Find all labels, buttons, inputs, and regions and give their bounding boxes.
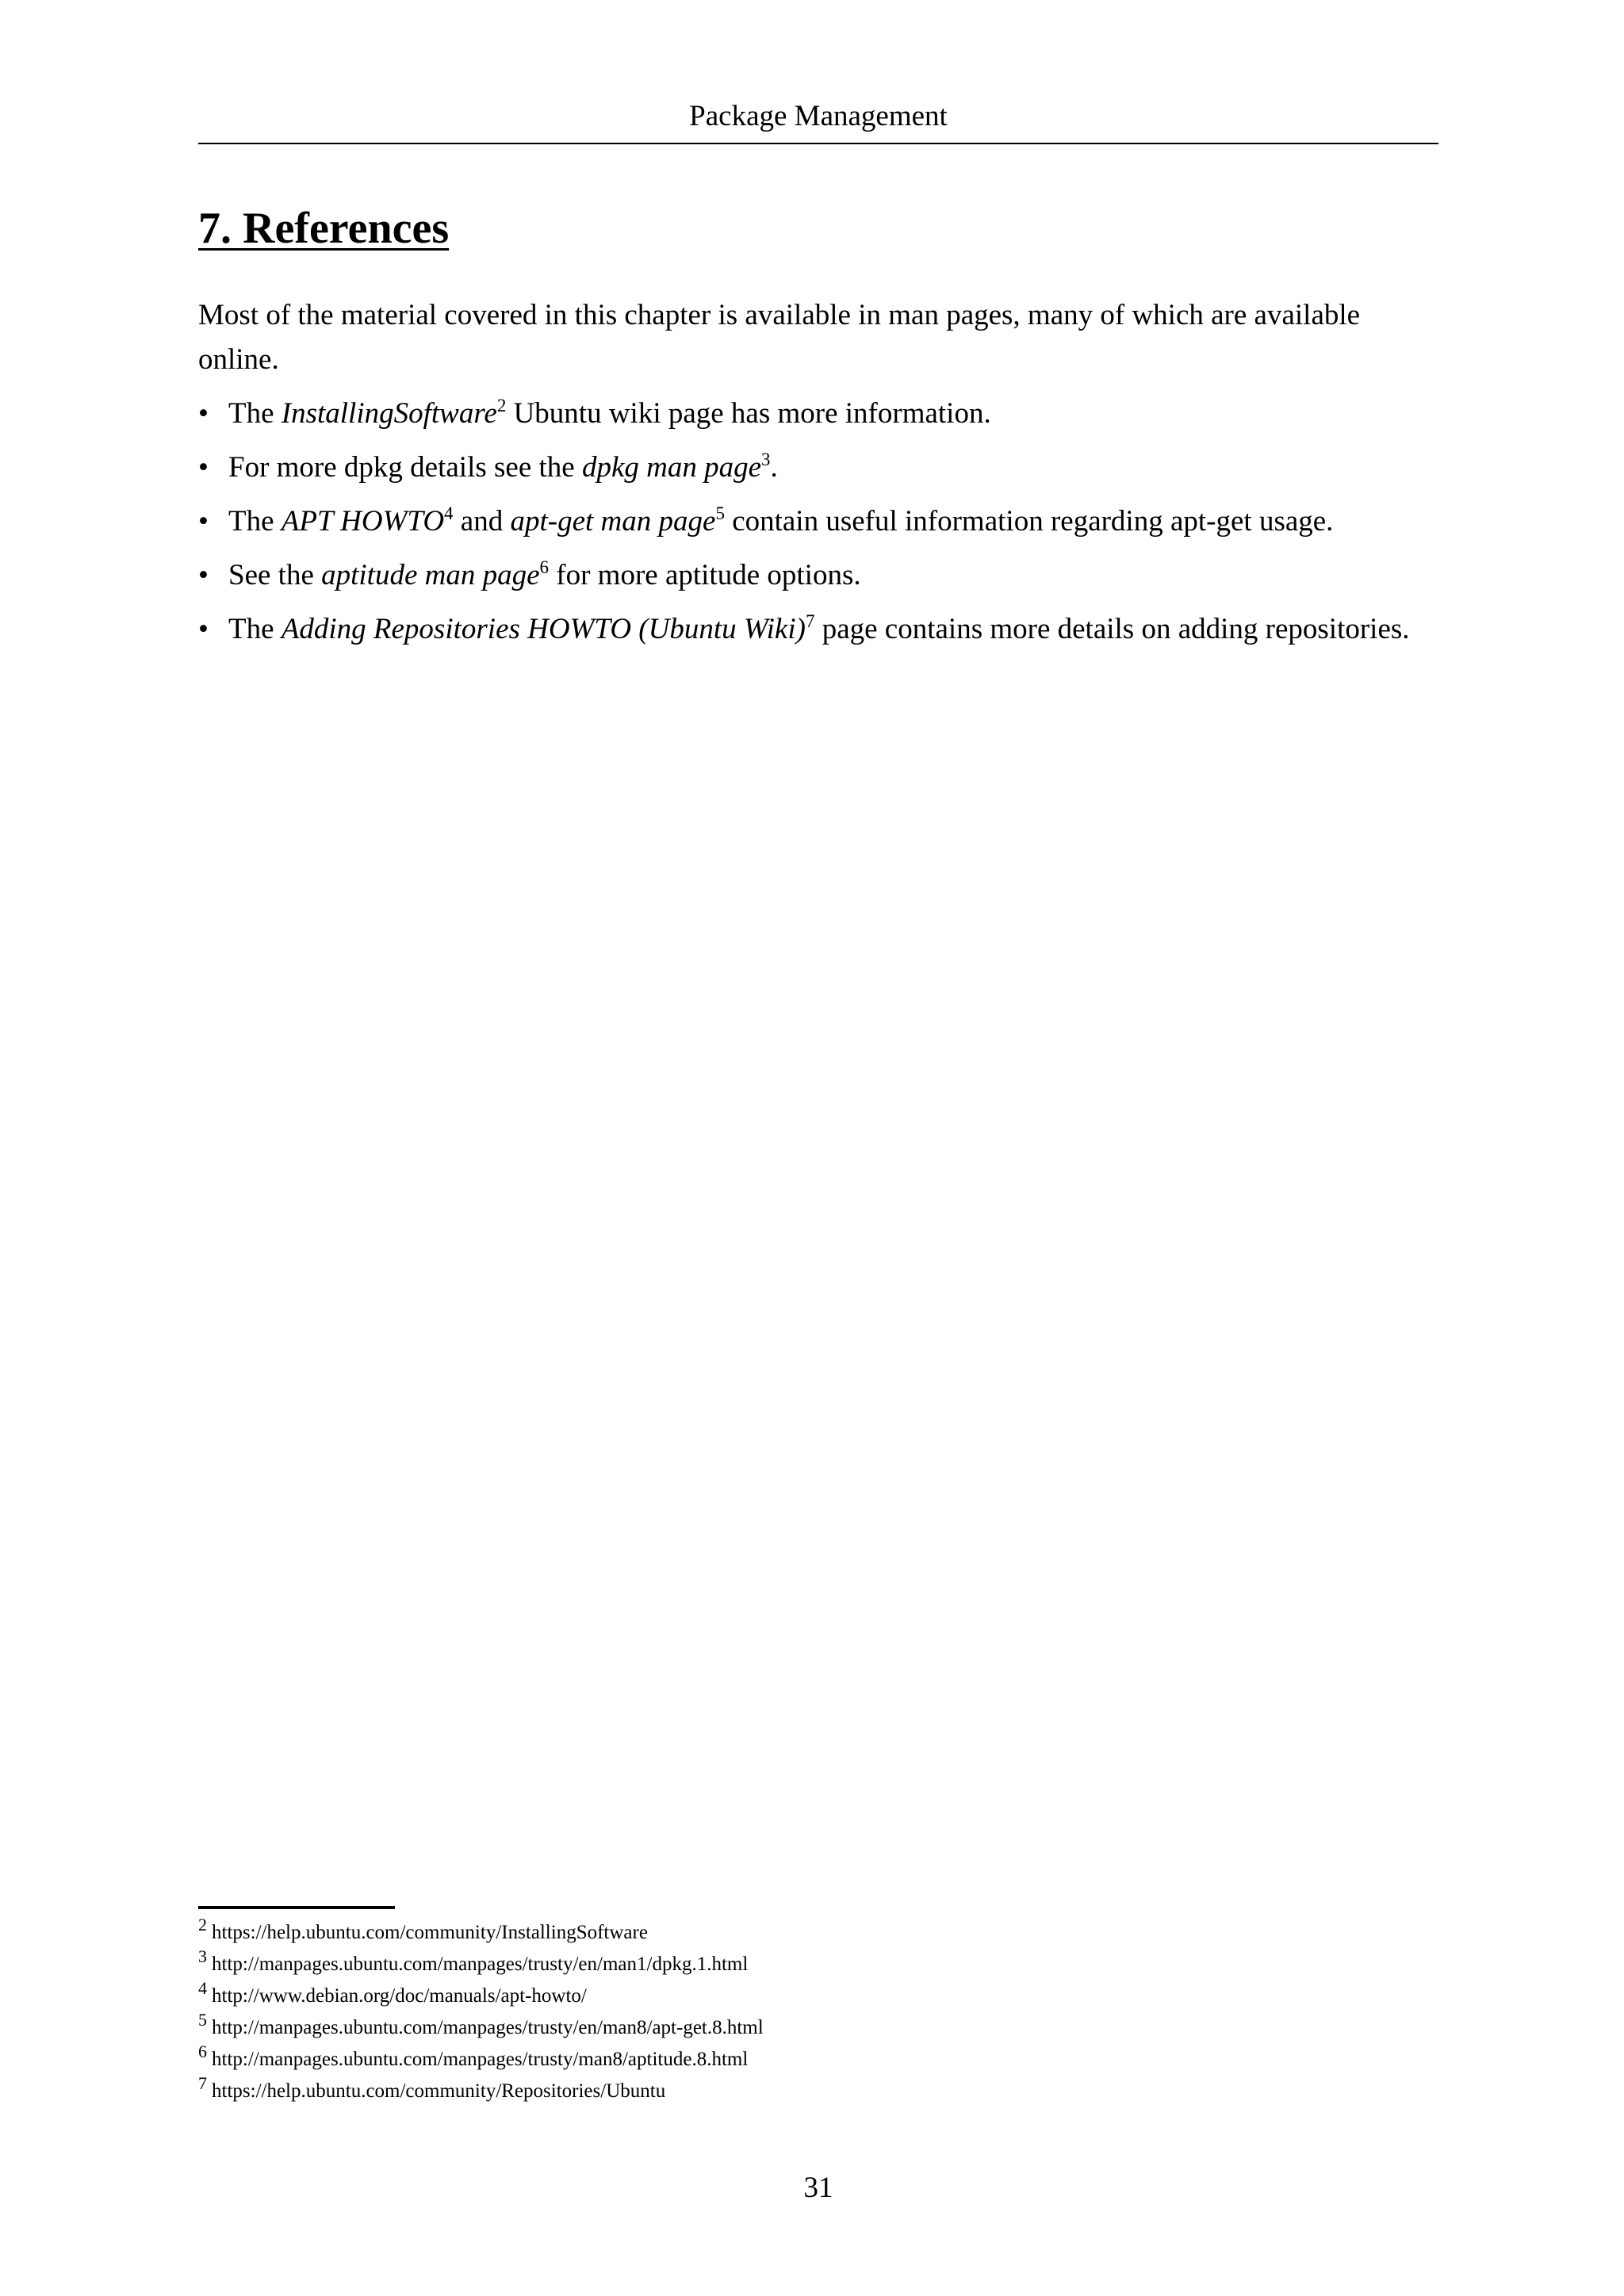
header-divider [198, 143, 1438, 144]
footnote-list [198, 1917, 764, 2107]
intro-paragraph: Most of the material covered in this chapter is available in man pages, many of which are available online. [198, 299, 1361, 376]
reference-item [198, 553, 1435, 598]
footnote-number: 2 [198, 1915, 207, 1934]
reference-text: See the [228, 559, 322, 591]
footnote-marker[interactable]: 4 [444, 503, 454, 523]
reference-link[interactable]: dpkg man page [581, 451, 762, 484]
page-number: 31 [803, 2172, 833, 2204]
section-title: 7. References [198, 204, 450, 253]
bullet-icon: • [198, 505, 209, 538]
reference-item [198, 392, 1435, 436]
reference-text: and [453, 505, 511, 538]
footnote-number: 3 [198, 1946, 207, 1966]
reference-text: page contains more details on adding repositories. [814, 613, 1410, 645]
footnote-item [198, 1917, 764, 1949]
reference-text: . [770, 451, 778, 484]
reference-text: The [228, 505, 282, 538]
reference-text: For more dpkg details see the [228, 451, 582, 484]
reference-text: for more aptitude options. [549, 559, 861, 591]
bullet-icon: • [198, 559, 209, 591]
footnote-url[interactable]: https://help.ubuntu.com/community/InstallingSoftware [212, 1922, 648, 1943]
footnote-item [198, 1946, 764, 1980]
footnote-url[interactable]: https://help.ubuntu.com/community/Repositories/Ubuntu [212, 2080, 666, 2102]
running-header: Package Management [689, 100, 948, 132]
bullet-icon: • [198, 397, 209, 430]
bullet-icon: • [198, 613, 209, 645]
reference-link[interactable]: InstallingSoftware [281, 397, 497, 430]
footnote-url[interactable]: http://www.debian.org/doc/manuals/apt-howto/ [212, 1985, 587, 2007]
footnote-item [198, 2073, 764, 2107]
footnote-divider [198, 1906, 395, 1909]
bullet-icon: • [198, 451, 209, 484]
footnote-number: 6 [198, 2042, 207, 2061]
footnote-marker[interactable]: 6 [539, 557, 550, 577]
reference-item [198, 607, 1435, 652]
footnote-item [198, 2044, 764, 2076]
reference-text: The [228, 397, 282, 430]
footnote-marker[interactable]: 3 [761, 450, 771, 469]
footnote-url[interactable]: http://manpages.ubuntu.com/manpages/trusty/en/man1/dpkg.1.html [212, 1954, 749, 1975]
reference-item [198, 446, 1435, 490]
reference-text: The [228, 613, 282, 645]
reference-link[interactable]: aptitude man page [321, 559, 540, 591]
reference-link[interactable]: Adding Repositories HOWTO (Ubuntu Wiki) [281, 613, 806, 645]
reference-link[interactable]: APT HOWTO [281, 505, 445, 538]
footnote-marker[interactable]: 5 [715, 503, 725, 523]
footnote-number: 5 [198, 2010, 207, 2030]
footnote-number: 4 [198, 1978, 207, 1998]
footnote-marker[interactable]: 7 [805, 611, 815, 631]
footnote-url[interactable]: http://manpages.ubuntu.com/manpages/trusty/man8/aptitude.8.html [212, 2049, 749, 2070]
footnote-marker[interactable]: 2 [496, 396, 507, 415]
reference-link[interactable]: apt-get man page [510, 505, 716, 538]
footnote-url[interactable]: http://manpages.ubuntu.com/manpages/trusty/en/man8/apt-get.8.html [212, 2017, 764, 2038]
footnote-item [198, 1980, 764, 2012]
footnote-number: 7 [198, 2073, 207, 2093]
reference-text: Ubuntu wiki page has more information. [506, 397, 991, 430]
reference-item [198, 499, 1435, 544]
reference-list [198, 392, 1435, 661]
footnote-item [198, 2012, 764, 2044]
reference-text: contain useful information regarding apt-get usage. [724, 505, 1334, 538]
